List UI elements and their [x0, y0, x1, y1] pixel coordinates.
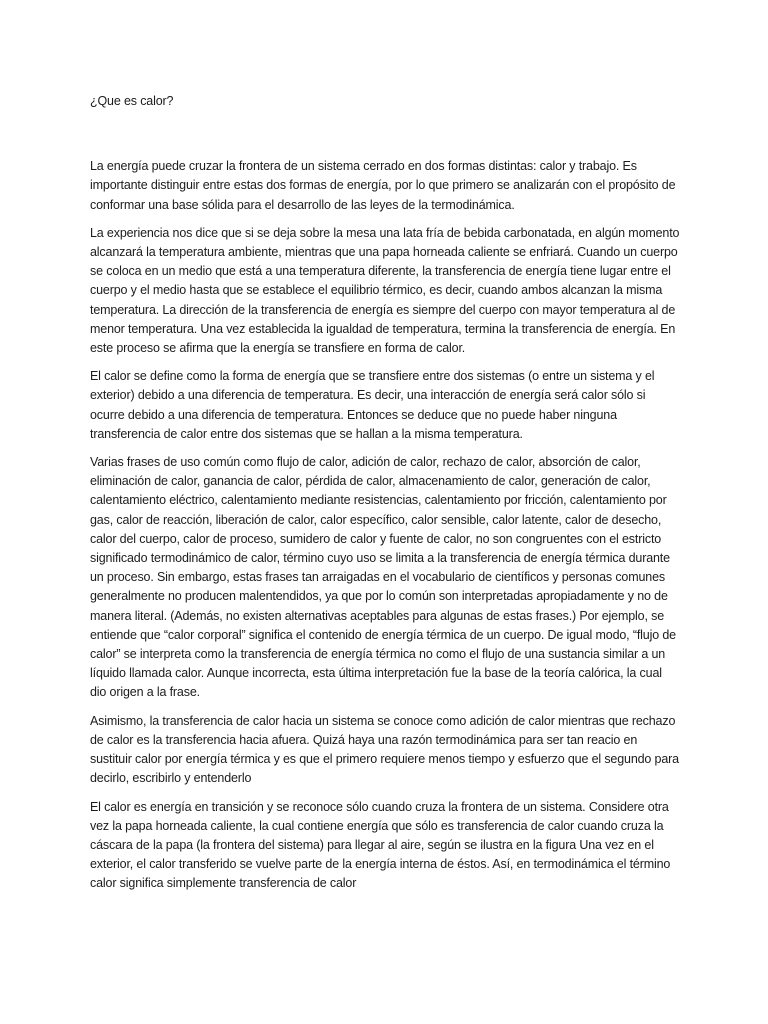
paragraph-thermal-equilibrium: La experiencia nos dice que si se deja sobre la mesa una lata fría de bebida carbonatada, en algún momento alcanzará la temperatura ambiente, mientras que una papa horneada caliente se enfriará. Cuando un cuerpo se coloca en un medio que está a una temperatura diferente, la transferencia de energía tiene lugar entre el cuerpo y el medio hasta que se establece el equilibrio térmico, es decir, cuando ambos alcanzan la misma temperatura. La dirección de la transferencia de energía es siempre del cuerpo con mayor temperatura al de menor temperatura. Una vez establecida la igualdad de temperatura, termina la transferencia de energía. En este proceso se afirma que la energía se transfiere en forma de calor.	[90, 225, 680, 356]
paragraph-energy-in-transition: El calor es energía en transición y se reconoce sólo cuando cruza la frontera de un sistema. Considere otra vez la papa horneada caliente, la cual contiene energía que sólo es transferencia de calor cuando cruza la cáscara de la papa (la frontera del sistema) para llegar al aire, según se ilustra en la figura Una vez en el exterior, el calor transferido se vuelve parte de la energía interna de éstos. Así, en termodinámica el término calor significa simplemente transferencia de calor	[90, 799, 671, 891]
paragraph-heat-addition: Asimismo, la transferencia de calor hacia un sistema se conoce como adición de calor mientras que rechazo de calor es la transferencia hacia afuera. Quizá haya una razón termodinámica para ser tan reacio en sustituir calor por energía térmica y es que el primero requiere menos tiempo y esfuerzo que el segundo para decirlo, escribirlo y entenderlo	[90, 713, 679, 786]
paragraph-intro: La energía puede cruzar la frontera de un sistema cerrado en dos formas distintas: calor y trabajo. Es importante distinguir entre estas dos formas de energía, por lo que primero se analizarán con el propósito de conformar una base sólida para el desarrollo de las leyes de la termodinámica.	[90, 159, 676, 212]
paragraph-heat-definition: El calor se define como la forma de energía que se transfiere entre dos sistemas (o entre un sistema y el exterior) debido a una diferencia de temperatura. Es decir, una interacción de energía será calor sólo si ocurre debido a una diferencia de temperatura. Entonces se deduce que no puede haber ninguna transferencia de calor entre dos sistemas que se hallan a la misma temperatura.	[90, 369, 655, 441]
paragraph-common-phrases: Varias frases de uso común como flujo de calor, adición de calor, rechazo de calor, absorción de calor, eliminación de calor, ganancia de calor, pérdida de calor, almacenamiento de calor, generación de calor, calentamiento eléctrico, calentamiento mediante resistencias, calentamiento por fricción, calentamiento por gas, calor de reacción, liberación de calor, calor específico, calor sensible, calor latente, calor de desecho, calor del cuerpo, calor de proceso, sumidero de calor y fuente de calor, no son congruentes con el estricto significado termodinámico de calor, término cuyo uso se limita a la transferencia de energía térmica durante un proceso. Sin embargo, estas frases tan arraigadas en el vocabulario de científicos y personas comunes generalmente no producen malentendidos, ya que por lo común son interpretadas apropiadamente y no de manera literal. (Además, no existen alternativas aceptables para algunas de estas frases.) Por ejemplo, se entiende que “calor corporal” significa el contenido de energía térmica de un cuerpo. De igual modo, “flujo de calor” se interpreta como la transferencia de energía térmica no como el flujo de una sustancia similar a un líquido llamada calor. Aunque incorrecta, esta última interpretación fue la base de la teoría calórica, la cual dio origen a la frase.	[90, 455, 676, 700]
document-page	[90, 92, 680, 903]
page-title: ¿Que es calor?	[90, 94, 174, 108]
